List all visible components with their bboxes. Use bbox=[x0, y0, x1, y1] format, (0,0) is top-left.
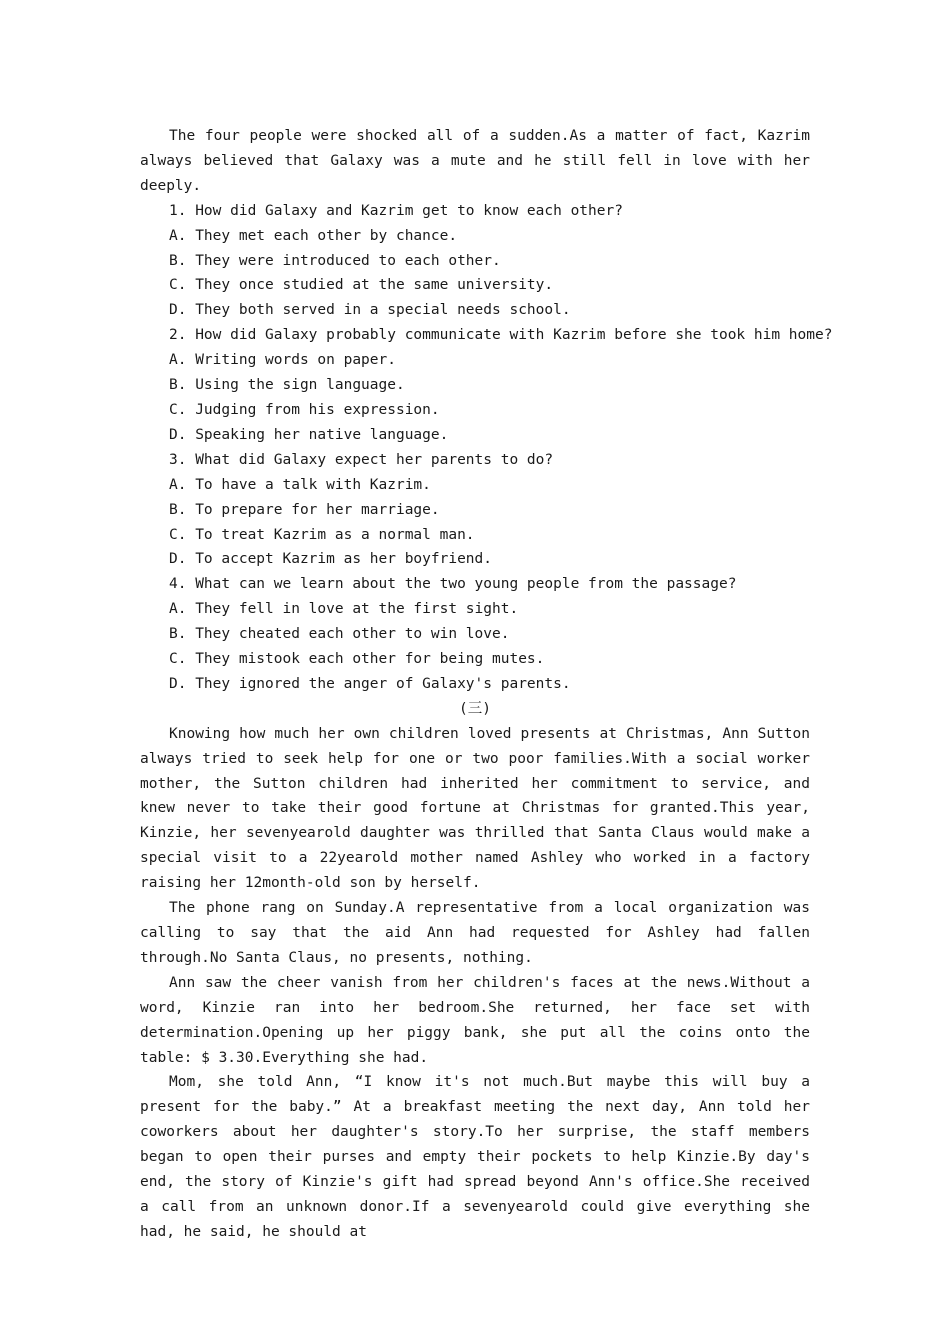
question-stem: 2. How did Galaxy probably communicate with Kazrim before she took him home? bbox=[169, 327, 833, 344]
answer-option: D. They both served in a special needs school. bbox=[169, 302, 571, 319]
section-heading: (三) bbox=[459, 700, 491, 717]
answer-option: D. Speaking her native language. bbox=[169, 426, 449, 443]
question-stem: 3. What did Galaxy expect her parents to do? bbox=[169, 451, 554, 468]
passage-paragraph-1: Knowing how much her own children loved presents at Christmas, Ann Sutton always tried to seek help for one or two poor families.With a social worker mother, the Sutton children had inherited her commitment to service, and knew never to take their good fortune at Christmas for granted.This year, Kinzie, her sevenyearold daughter was thrilled that Santa Claus would make a special visit to a 22yearold mother named Ashley who worked in a factory raising her 12month-old son by herself. bbox=[140, 725, 810, 892]
answer-option: B. They cheated each other to win love. bbox=[169, 626, 510, 643]
document-page bbox=[140, 124, 833, 1245]
passage-paragraph-4: Mom, she told Ann, “I know it's not much.But maybe this will buy a present for the baby.” At a breakfast meeting the next day, Ann told her coworkers about her daughter's story.To her surprise, the staff members began to open their purses and empty their pockets to help Kinzie.By day's end, the story of Kinzie's gift had spread beyond Ann's office.She received a call from an unknown donor.If a sevenyearold could give everything she had, he said, he should at bbox=[140, 1074, 810, 1240]
answer-option: D. To accept Kazrim as her boyfriend. bbox=[169, 551, 493, 568]
question-stem: 1. How did Galaxy and Kazrim get to know each other? bbox=[169, 202, 623, 219]
question-1 bbox=[140, 199, 810, 324]
answer-option: B. They were introduced to each other. bbox=[169, 252, 501, 269]
answer-option: C. They once studied at the same university. bbox=[169, 277, 554, 294]
answer-option: A. To have a talk with Kazrim. bbox=[169, 476, 431, 493]
answer-option: C. To treat Kazrim as a normal man. bbox=[169, 526, 475, 543]
passage-paragraph-3: Ann saw the cheer vanish from her children's faces at the news.Without a word, Kinzie ran into her bedroom.She returned, her face set with determination.Opening up her piggy bank, she put all the coins onto the table: $ 3.30.Everything she had. bbox=[140, 974, 810, 1066]
passage-paragraph-2: The phone rang on Sunday.A representative from a local organization was calling to say that the aid Ann had requested for Ashley had fallen through.No Santa Claus, no presents, nothing. bbox=[140, 900, 810, 966]
answer-option: C. Judging from his expression. bbox=[169, 401, 440, 418]
intro-paragraph: The four people were shocked all of a sudden.As a matter of fact, Kazrim always believed that Galaxy was a mute and he still fell in love with her deeply. bbox=[140, 128, 810, 194]
answer-option: A. They met each other by chance. bbox=[169, 227, 458, 244]
answer-option: D. They ignored the anger of Galaxy's parents. bbox=[169, 675, 571, 692]
question-2 bbox=[140, 323, 833, 448]
question-stem: 4. What can we learn about the two young people from the passage? bbox=[169, 576, 737, 593]
question-3 bbox=[140, 448, 810, 573]
answer-option: B. To prepare for her marriage. bbox=[169, 501, 440, 518]
answer-option: C. They mistook each other for being mutes. bbox=[169, 651, 545, 668]
question-4 bbox=[140, 572, 810, 697]
answer-option: A. Writing words on paper. bbox=[169, 352, 396, 369]
answer-option: B. Using the sign language. bbox=[169, 377, 405, 394]
answer-option: A. They fell in love at the first sight. bbox=[169, 601, 519, 618]
